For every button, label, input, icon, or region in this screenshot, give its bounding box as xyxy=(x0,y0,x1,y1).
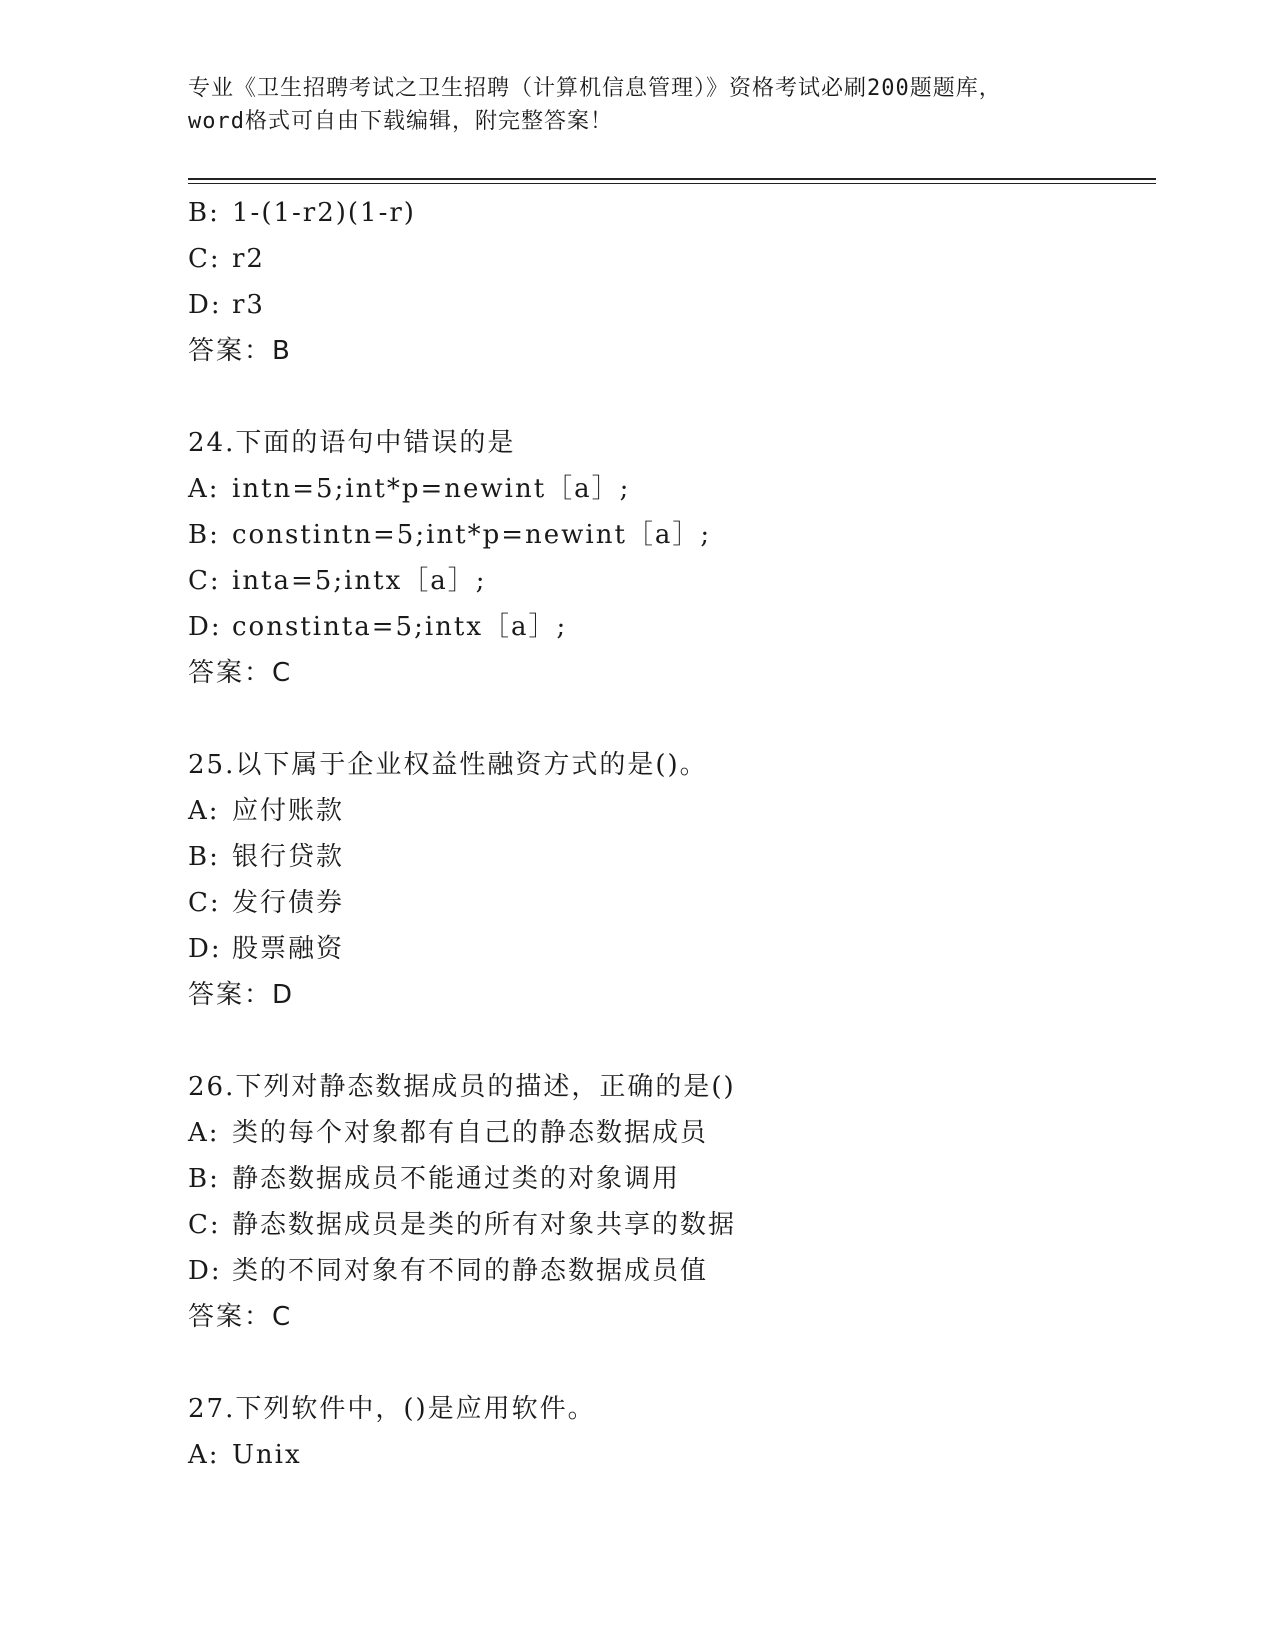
question-stem: 25.以下属于企业权益性融资方式的是()。 xyxy=(188,750,708,780)
option-text: constintn=5;int*p=newint［a］; xyxy=(232,520,712,550)
option-key: A: xyxy=(188,1118,220,1148)
option-text: 静态数据成员不能通过类的对象调用 xyxy=(232,1164,681,1194)
option-line xyxy=(188,190,1148,236)
option-text: r2 xyxy=(232,244,265,274)
question-stem: 27.下列软件中，()是应用软件。 xyxy=(188,1394,596,1424)
option-key: D: xyxy=(188,612,222,642)
option-key: B: xyxy=(188,842,220,872)
answer-line: 答案：B xyxy=(188,336,292,366)
option-key: C: xyxy=(188,566,221,596)
option-line xyxy=(188,788,1148,834)
document-header xyxy=(188,72,1088,138)
header-divider-thin xyxy=(188,183,1156,184)
option-line xyxy=(188,926,1148,972)
spacer xyxy=(188,1018,1148,1064)
header-line-2: word格式可自由下载编辑，附完整答案！ xyxy=(188,109,613,134)
option-text: 静态数据成员是类的所有对象共享的数据 xyxy=(232,1210,737,1240)
option-key: D: xyxy=(188,934,222,964)
option-text: intn=5;int*p=newint［a］; xyxy=(232,474,631,504)
option-line xyxy=(188,1110,1148,1156)
header-divider-thick xyxy=(188,178,1156,180)
option-text: inta=5;intx［a］; xyxy=(232,566,487,596)
option-key: A: xyxy=(188,1440,220,1470)
option-line xyxy=(188,604,1148,650)
option-key: C: xyxy=(188,244,221,274)
option-text: 股票融资 xyxy=(232,934,345,964)
option-key: B: xyxy=(188,198,220,228)
option-text: 1-(1-r2)(1-r) xyxy=(232,198,416,228)
option-text: 类的不同对象有不同的静态数据成员值 xyxy=(232,1256,709,1286)
option-text: 发行债券 xyxy=(232,888,345,918)
question-stem: 24.下面的语句中错误的是 xyxy=(188,428,516,458)
option-key: B: xyxy=(188,520,220,550)
header-line-1: 专业《卫生招聘考试之卫生招聘（计算机信息管理）》资格考试必刷200题题库， xyxy=(188,76,1002,101)
question-content xyxy=(188,190,1148,1478)
option-text: r3 xyxy=(232,290,265,320)
option-key: B: xyxy=(188,1164,220,1194)
option-key: C: xyxy=(188,1210,221,1240)
answer-line: 答案：C xyxy=(188,1302,293,1332)
spacer xyxy=(188,696,1148,742)
option-key: C: xyxy=(188,888,221,918)
option-text: 银行贷款 xyxy=(232,842,345,872)
option-text: 类的每个对象都有自己的静态数据成员 xyxy=(232,1118,709,1148)
option-key: A: xyxy=(188,796,220,826)
option-line xyxy=(188,1432,1148,1478)
option-line xyxy=(188,1156,1148,1202)
spacer xyxy=(188,1340,1148,1386)
option-key: D: xyxy=(188,1256,222,1286)
answer-line: 答案：C xyxy=(188,658,293,688)
option-line xyxy=(188,1202,1148,1248)
question-stem: 26.下列对静态数据成员的描述，正确的是() xyxy=(188,1072,736,1102)
option-line xyxy=(188,834,1148,880)
option-text: constinta=5;intx［a］; xyxy=(232,612,568,642)
option-text: 应付账款 xyxy=(232,796,345,826)
option-line xyxy=(188,282,1148,328)
option-key: A: xyxy=(188,474,220,504)
option-line xyxy=(188,880,1148,926)
answer-line: 答案：D xyxy=(188,980,295,1010)
option-text: Unix xyxy=(232,1440,302,1470)
option-line xyxy=(188,466,1148,512)
option-line xyxy=(188,1248,1148,1294)
option-key: D: xyxy=(188,290,222,320)
option-line xyxy=(188,512,1148,558)
option-line xyxy=(188,558,1148,604)
spacer xyxy=(188,374,1148,420)
option-line xyxy=(188,236,1148,282)
